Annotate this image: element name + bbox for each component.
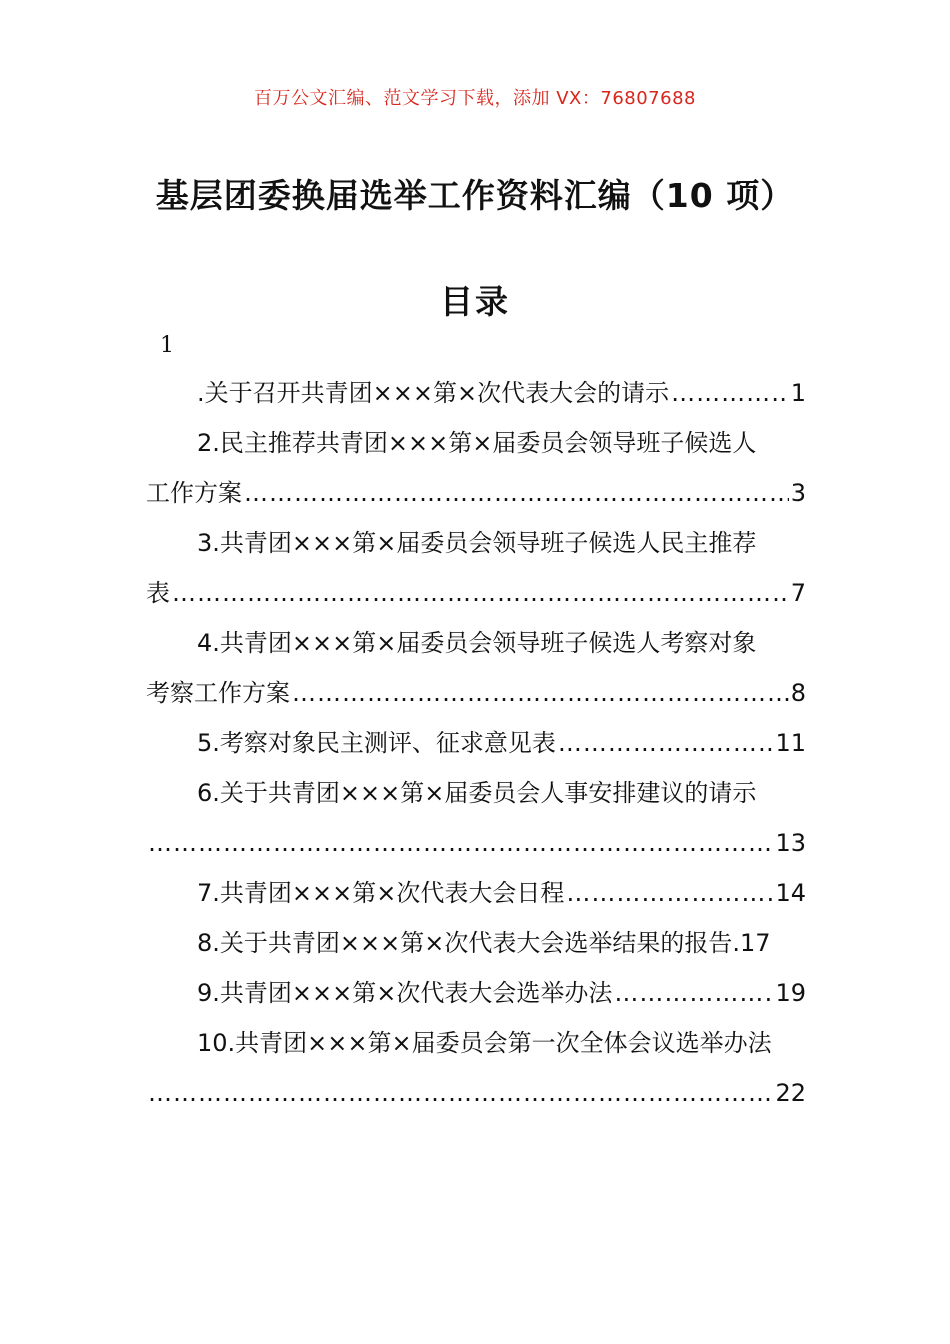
toc-entry-title-continued: 考察工作方案 — [146, 679, 290, 707]
toc-page-number: 1 — [790, 379, 806, 407]
toc-leader-dots — [566, 868, 773, 918]
table-of-contents — [146, 368, 806, 1118]
stray-marker: 1 — [160, 333, 174, 358]
toc-leader-dots — [244, 468, 789, 518]
toc-entry-line[interactable] — [146, 618, 806, 668]
toc-entry-title: 9.共青团×××第×次代表大会选举办法 — [197, 979, 613, 1007]
toc-entry-title: 2.民主推荐共青团×××第×届委员会领导班子候选人 — [197, 429, 757, 457]
toc-page-number: 7 — [790, 579, 806, 607]
toc-entry[interactable] — [146, 668, 806, 718]
toc-entry-title-continued: 工作方案 — [146, 479, 242, 507]
toc-leader-dots — [292, 668, 789, 718]
toc-leader-dots — [558, 718, 774, 768]
toc-page-number: 3 — [790, 479, 806, 507]
toc-entry[interactable] — [146, 868, 806, 918]
toc-entry[interactable] — [146, 568, 806, 618]
toc-entry-line[interactable] — [146, 418, 806, 468]
toc-entry-line[interactable] — [146, 518, 806, 568]
toc-leader-dots — [148, 818, 773, 868]
toc-page-number: 8 — [790, 679, 806, 707]
watermark-banner: 百万公文汇编、范文学习下载，添加 VX：76807688 — [254, 88, 696, 109]
toc-page-number: 14 — [775, 879, 806, 907]
toc-entry-title: 6.关于共青团×××第×届委员会人事安排建议的请示 — [197, 779, 757, 807]
document-title: 基层团委换届选举工作资料汇编（10 项） — [155, 176, 795, 215]
toc-entry[interactable] — [146, 368, 806, 418]
toc-entry-title: 4.共青团×××第×届委员会领导班子候选人考察对象 — [197, 629, 757, 657]
toc-leader-dots — [671, 368, 789, 418]
toc-leader-dots — [614, 968, 773, 1018]
toc-entry[interactable] — [146, 968, 806, 1018]
toc-page-number: 13 — [775, 829, 806, 857]
toc-heading: 目录 — [440, 282, 510, 321]
toc-page-number: 22 — [775, 1079, 806, 1107]
toc-entry-line[interactable] — [146, 1018, 806, 1068]
toc-leader-dots — [172, 568, 789, 618]
toc-entry[interactable] — [146, 718, 806, 768]
toc-page-number: 19 — [775, 979, 806, 1007]
toc-entry-title: 7.共青团×××第×次代表大会日程 — [197, 879, 565, 907]
toc-entry-title: 8.关于共青团×××第×次代表大会选举结果的报告. — [197, 929, 740, 957]
toc-page-number: 11 — [775, 729, 806, 757]
toc-entry[interactable] — [146, 818, 806, 868]
toc-entry[interactable] — [146, 918, 806, 968]
toc-entry[interactable] — [146, 1068, 806, 1118]
toc-entry-line[interactable] — [146, 768, 806, 818]
toc-leader-dots — [148, 1068, 773, 1118]
toc-page-number: 17 — [739, 929, 771, 957]
toc-entry-title-continued: 表 — [146, 579, 170, 607]
toc-entry-title: 3.共青团×××第×届委员会领导班子候选人民主推荐 — [197, 529, 757, 557]
toc-entry[interactable] — [146, 468, 806, 518]
toc-entry-title: 10.共青团×××第×届委员会第一次全体会议选举办法 — [197, 1029, 772, 1057]
toc-entry-title: 5.考察对象民主测评、征求意见表 — [197, 729, 556, 757]
toc-entry-title: .关于召开共青团×××第×次代表大会的请示 — [197, 379, 670, 407]
